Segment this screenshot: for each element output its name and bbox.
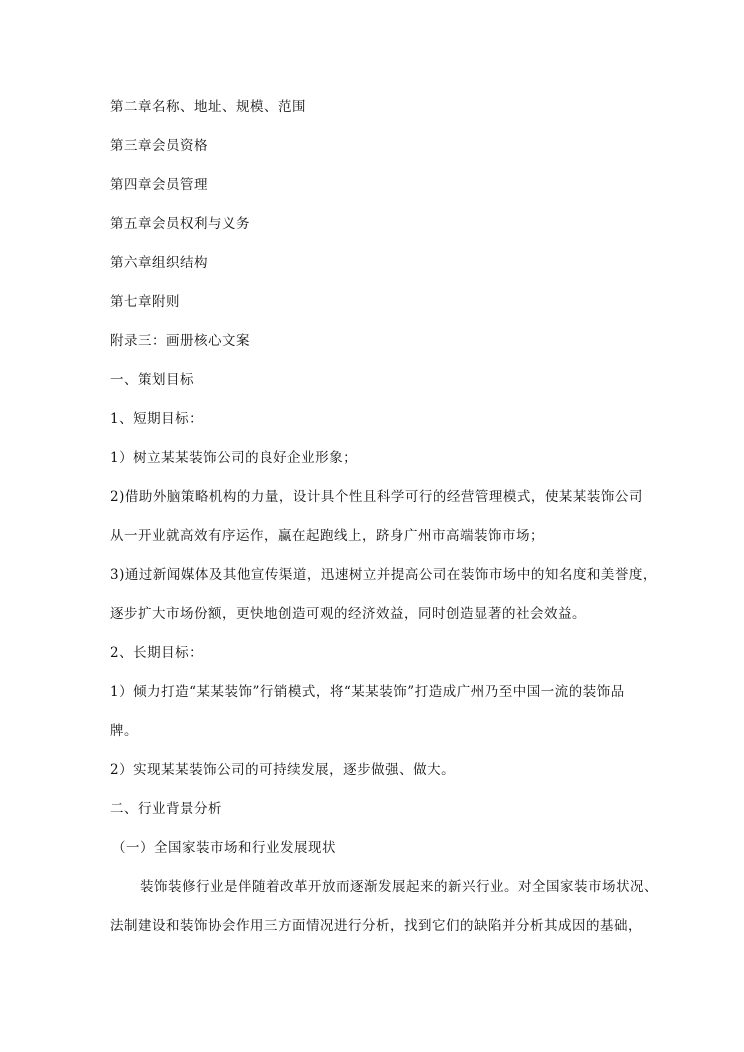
paragraph-line-1: 装饰装修行业是伴随着改革开放而逐渐发展起来的新兴行业。对全国家装市场状况、 [140,879,658,895]
short-term-goal-3-line-2: 逐步扩大市场份额，更快地创造可观的经济效益，同时创造显著的社会效益。 [110,606,586,622]
subsection-1-heading: （一）全国家装市场和行业发展现状 [112,840,336,856]
short-term-goal-2-line-1: 2)借助外脑策略机构的力量，设计具个性且科学可行的经营管理模式，使某某装饰公司 [110,489,643,505]
chapter-7-heading: 第七章附则 [110,294,180,310]
paragraph-line-2: 法制建设和装饰协会作用三方面情况进行分析，找到它们的缺陷并分析其成因的基础， [110,918,642,934]
long-term-goal-1-line-2: 牌。 [110,723,138,739]
long-term-goal-1-line-1: 1）倾力打造“某某装饰”行销模式，将“某某装饰”打造成广州乃至中国一流的装饰品 [110,684,625,700]
chapter-4-heading: 第四章会员管理 [110,177,208,193]
short-term-goals-heading: 1、短期目标： [110,411,204,427]
appendix-3-heading: 附录三：画册核心文案 [110,333,250,349]
chapter-3-heading: 第三章会员资格 [110,138,208,154]
section-2-heading: 二、行业背景分析 [110,801,222,817]
chapter-2-heading: 第二章名称、地址、规模、范围 [110,99,306,115]
long-term-goal-2: 2）实现某某装饰公司的可持续发展，逐步做强、做大。 [110,762,456,778]
chapter-5-heading: 第五章会员权利与义务 [110,216,250,232]
short-term-goal-1: 1）树立某某装饰公司的良好企业形象； [110,450,358,466]
short-term-goal-3-line-1: 3)通过新闻媒体及其他宣传渠道，迅速树立并提高公司在装饰市场中的知名度和美誉度， [110,567,657,583]
section-1-heading: 一、策划目标 [110,372,194,388]
long-term-goals-heading: 2、长期目标： [110,645,204,661]
chapter-6-heading: 第六章组织结构 [110,255,208,271]
short-term-goal-2-line-2: 从一开业就高效有序运作，赢在起跑线上，跻身广州市高端装饰市场； [110,528,544,544]
